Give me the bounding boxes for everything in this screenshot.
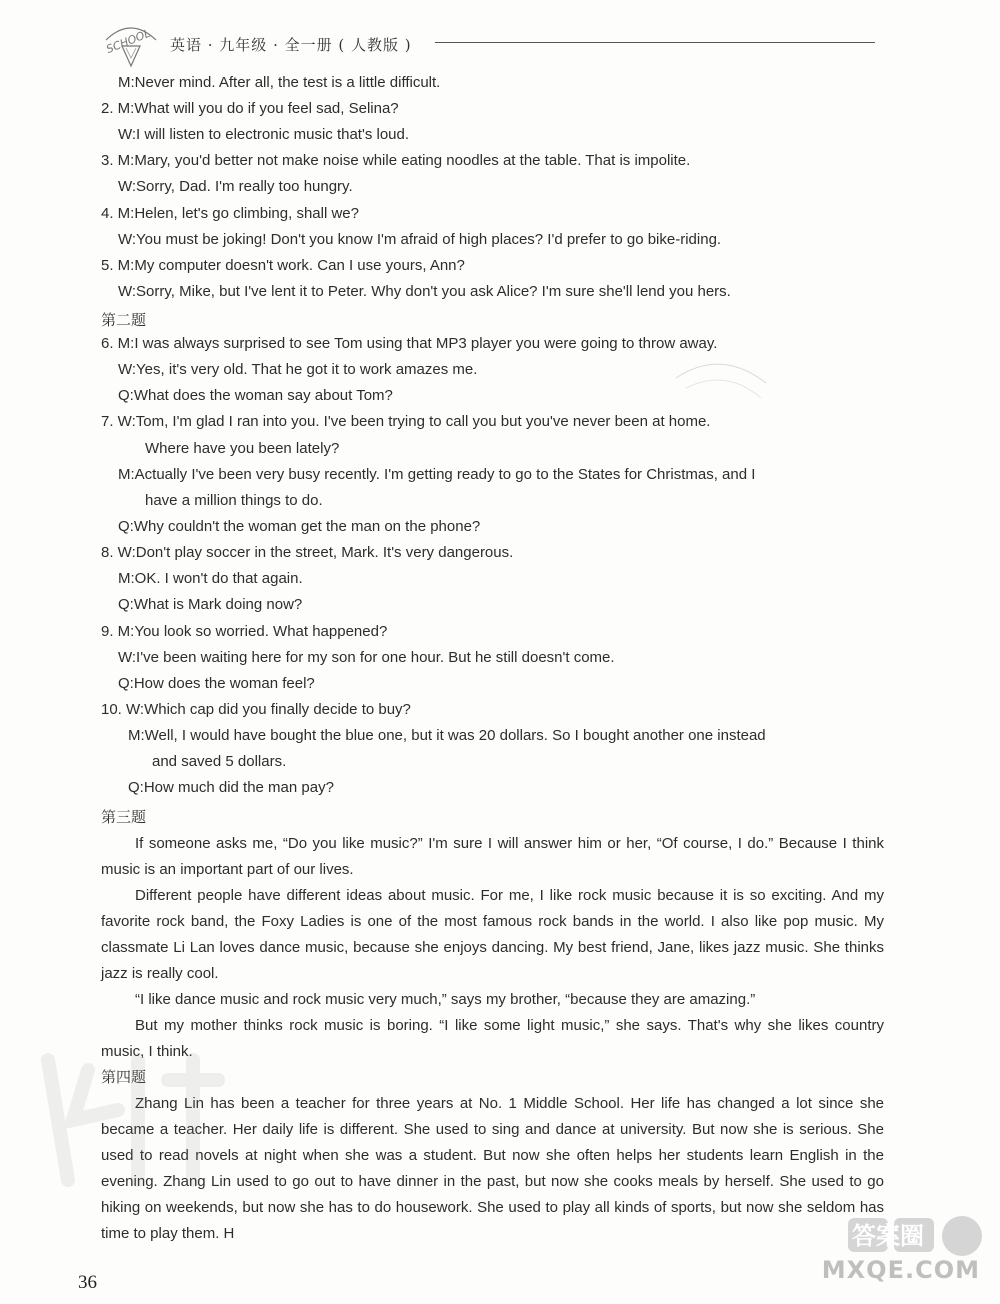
text-line: Q:How much did the man pay? <box>128 779 334 796</box>
text-line: W:I will listen to electronic music that's loud. <box>118 126 410 143</box>
text-line: 3. M:Mary, you'd better not make noise while eating noodles at the table. That is impolite. <box>101 152 691 169</box>
text-line: W:I've been waiting here for my son for one hour. But he still doesn't come. <box>118 649 615 666</box>
text-line: Q:How does the woman feel? <box>118 675 315 692</box>
section-label: 第四题 <box>101 1068 147 1086</box>
paragraph-text: But my mother thinks rock music is boring. “I like some light music,” she says. That's why she likes country music, I think. <box>101 1017 884 1060</box>
paragraph-text: “I like dance music and rock music very much,” says my brother, “because they are amazing.” <box>135 991 756 1008</box>
site-watermark <box>804 1214 992 1294</box>
text-line: 6. M:I was always surprised to see Tom using that MP3 player you were going to throw away. <box>101 335 718 352</box>
text-line: W:Sorry, Dad. I'm really too hungry. <box>118 178 353 195</box>
text-line: Q:What does the woman say about Tom? <box>118 387 393 404</box>
faint-stamp-icon <box>666 338 776 408</box>
text-line: W:You must be joking! Don't you know I'm afraid of high places? I'd prefer to go bike-riding. <box>118 231 722 248</box>
text-line: have a million things to do. <box>145 492 323 509</box>
text-line: 7. W:Tom, I'm glad I ran into you. I've been trying to call you but you've never been at home. <box>101 413 711 430</box>
text-line: M:Never mind. After all, the test is a little difficult. <box>118 74 441 91</box>
faint-watermark-glyph-icon <box>28 1040 238 1190</box>
text-line: 4. M:Helen, let's go climbing, shall we? <box>101 205 359 222</box>
book-title: 英语 · 九年级 · 全一册 ( 人教版 ) <box>170 36 412 54</box>
text-line: 10. W:Which cap did you finally decide to buy? <box>101 701 411 718</box>
text-line: 5. M:My computer doesn't work. Can I use yours, Ann? <box>101 257 465 274</box>
paragraph-text: If someone asks me, “Do you like music?” I'm sure I will answer him or her, “Of course, I do.” Because I think music is an important part of our lives. <box>101 835 884 878</box>
text-line: M:Well, I would have bought the blue one, but it was 20 dollars. So I bought another one instead <box>128 727 766 744</box>
passage <box>101 831 884 1065</box>
text-line: 9. M:You look so worried. What happened? <box>101 623 388 640</box>
section-label: 第二题 <box>101 311 147 329</box>
header-divider <box>435 42 875 43</box>
logo-text: SCHOOL <box>104 26 153 57</box>
page-header <box>100 18 880 68</box>
paragraph-text: Zhang Lin has been a teacher for three years at No. 1 Middle School. Her life has changed a lot since she became a teacher. Her daily life is different. She used to sing and dance at university. But now she is serious. She used to read novels at night when she was a student. But now she often helps her students learn English in the evening. Zhang Lin used to go out to have dinner in the past, but now she cooks meals by herself. She used to go hiking on weekends, but now she has to do housework. She used to play all kinds of sports, but now she seldom has time to play them. H <box>101 1095 884 1242</box>
page-number: 36 <box>78 1272 97 1293</box>
school-logo-icon <box>100 18 162 68</box>
text-line: Q:What is Mark doing now? <box>118 596 303 613</box>
paragraph <box>101 987 884 1013</box>
text-line: 2. M:What will you do if you feel sad, Selina? <box>101 100 399 117</box>
text-line: 8. W:Don't play soccer in the street, Mark. It's very dangerous. <box>101 544 514 561</box>
text-line: and saved 5 dollars. <box>152 753 287 770</box>
paragraph <box>101 883 884 987</box>
text-line: Q:Why couldn't the woman get the man on the phone? <box>118 518 481 535</box>
text-line: W:Yes, it's very old. That he got it to work amazes me. <box>118 361 478 378</box>
section-label: 第三题 <box>101 808 147 826</box>
text-line: Where have you been lately? <box>145 440 340 457</box>
text-line: M:Actually I've been very busy recently. I'm getting ready to go to the States for Christmas, and I <box>118 466 756 483</box>
text-line: W:Sorry, Mike, but I've lent it to Peter. Why don't you ask Alice? I'm sure she'll lend you hers. <box>118 283 731 300</box>
text-line: M:OK. I won't do that again. <box>118 570 303 587</box>
paragraph-text: Different people have different ideas about music. For me, I like rock music because it is so exciting. And my favorite rock band, the Foxy Ladies is one of the most famous rock bands in the world. I also like pop music. My classmate Li Lan loves dance music, because she enjoys dancing. My best friend, Jane, likes jazz music. She thinks jazz is really cool. <box>101 887 884 982</box>
paragraph <box>101 831 884 883</box>
watermark-site-text: MXQE.COM <box>821 1256 980 1284</box>
watermark-logo-text: 答案圈 <box>852 1222 924 1250</box>
